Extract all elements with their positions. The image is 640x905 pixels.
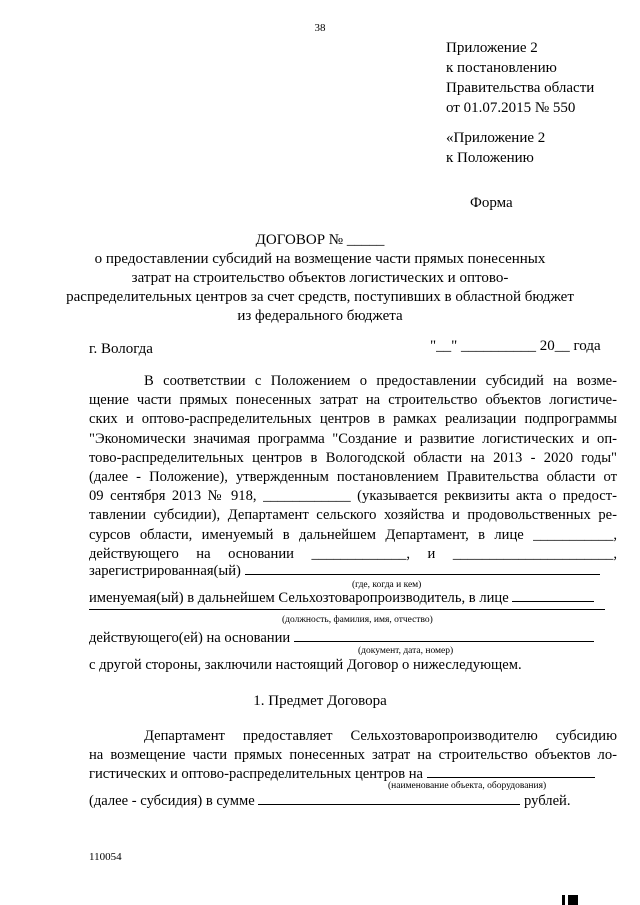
preamble-line: щение части прямых понесенных затрат на строительство объектов логистиче- [89,392,617,409]
preamble-line: "Экономически значимая программа "Создание и развитие логистических и оп- [89,430,617,447]
preamble-line: тавлении субсидии), Департамент сельского хозяйства и продовольственных ре- [89,507,617,524]
preamble-line: ских и оптово-распределительных центров в рамках реализации подпрограммы [89,411,617,428]
scan-mark [568,895,578,905]
contract-subtitle-3: распределительных центров за счет средств, поступивших в областной бюджет [66,289,574,305]
subsidy-row [89,792,617,810]
section-1-line: гистических и оптово-распределительных центров на [89,765,617,784]
caption-where: (где, когда и кем) [352,580,422,590]
preamble-line: действующего на основании _____________, и ______________________, [89,545,617,562]
form-label: Форма [470,195,513,211]
appendix-line-4: от 01.07.2015 № 550 [446,100,576,116]
acting-label: действующего(ей) на основании [89,630,291,646]
preamble-line: В соответствии с Положением о предоставлении субсидий на возме- [144,373,617,389]
scan-mark [562,895,565,905]
position-row [89,597,617,615]
section-1-heading: 1. Предмет Договора [253,693,387,709]
preamble-line: (далее - Положение), утвержденным постановлением Правительства области от [89,469,617,486]
appendix-line-5: «Приложение 2 [446,130,546,146]
section-1-line: Департамент предоставляет Сельхозтоваропроизводителю субсидию [144,728,617,744]
preamble-line: тово-распределительных центров в Вологодской области на 2013 - 2020 годы" [89,449,617,466]
appendix-line-2: к постановлению [446,60,557,76]
page-number: 38 [314,22,326,34]
subsidy-suffix: рублей. [524,793,571,809]
subsidy-prefix: (далее - субсидия) в сумме [89,793,255,809]
date-line: "__" __________ 20__ года [430,338,601,354]
footer-code: 110054 [89,851,122,863]
contract-subtitle-2: затрат на строительство объектов логистических и оптово- [131,270,509,286]
subsidy-amount-field[interactable] [258,792,520,805]
registered-field[interactable] [245,562,600,575]
registered-label: зарегистрированная(ый) [89,563,241,579]
named-label: именуемая(ый) в дальнейшем Сельхозтоваропроизводитель, в лице [89,590,509,606]
preamble-line: 09 сентября 2013 № 918, ____________ (указывается реквизиты акта о предост- [89,488,617,505]
section-1-paragraph [89,727,617,785]
position-field[interactable] [89,597,605,610]
caption-object: (наименование объекта, оборудования) [388,781,547,791]
registered-row [89,562,617,580]
section-1-line: на возмещение части прямых понесенных затрат на строительство объектов ло- [89,747,617,764]
contract-subtitle-1: о предоставлении субсидий на возмещение части прямых понесенных [94,251,546,267]
appendix-line-3: Правительства области [446,80,595,96]
preamble-paragraph [89,372,617,564]
caption-position: (должность, фамилия, имя, отчество) [282,615,433,625]
other-side: с другой стороны, заключили настоящий Договор о нижеследующем. [89,657,522,673]
appendix-line-6: к Положению [446,150,534,166]
object-field[interactable] [427,765,595,778]
caption-document: (документ, дата, номер) [358,646,454,656]
contract-subtitle-4: из федерального бюджета [237,308,403,324]
acting-basis-field[interactable] [294,629,594,642]
city: г. Вологда [89,341,153,357]
contract-title: ДОГОВОР № _____ [255,232,385,248]
acting-row [89,629,617,647]
preamble-line: сурсов области, именуемый в дальнейшем Департамент, в лице ___________, [89,526,617,543]
appendix-line-1: Приложение 2 [446,40,538,56]
